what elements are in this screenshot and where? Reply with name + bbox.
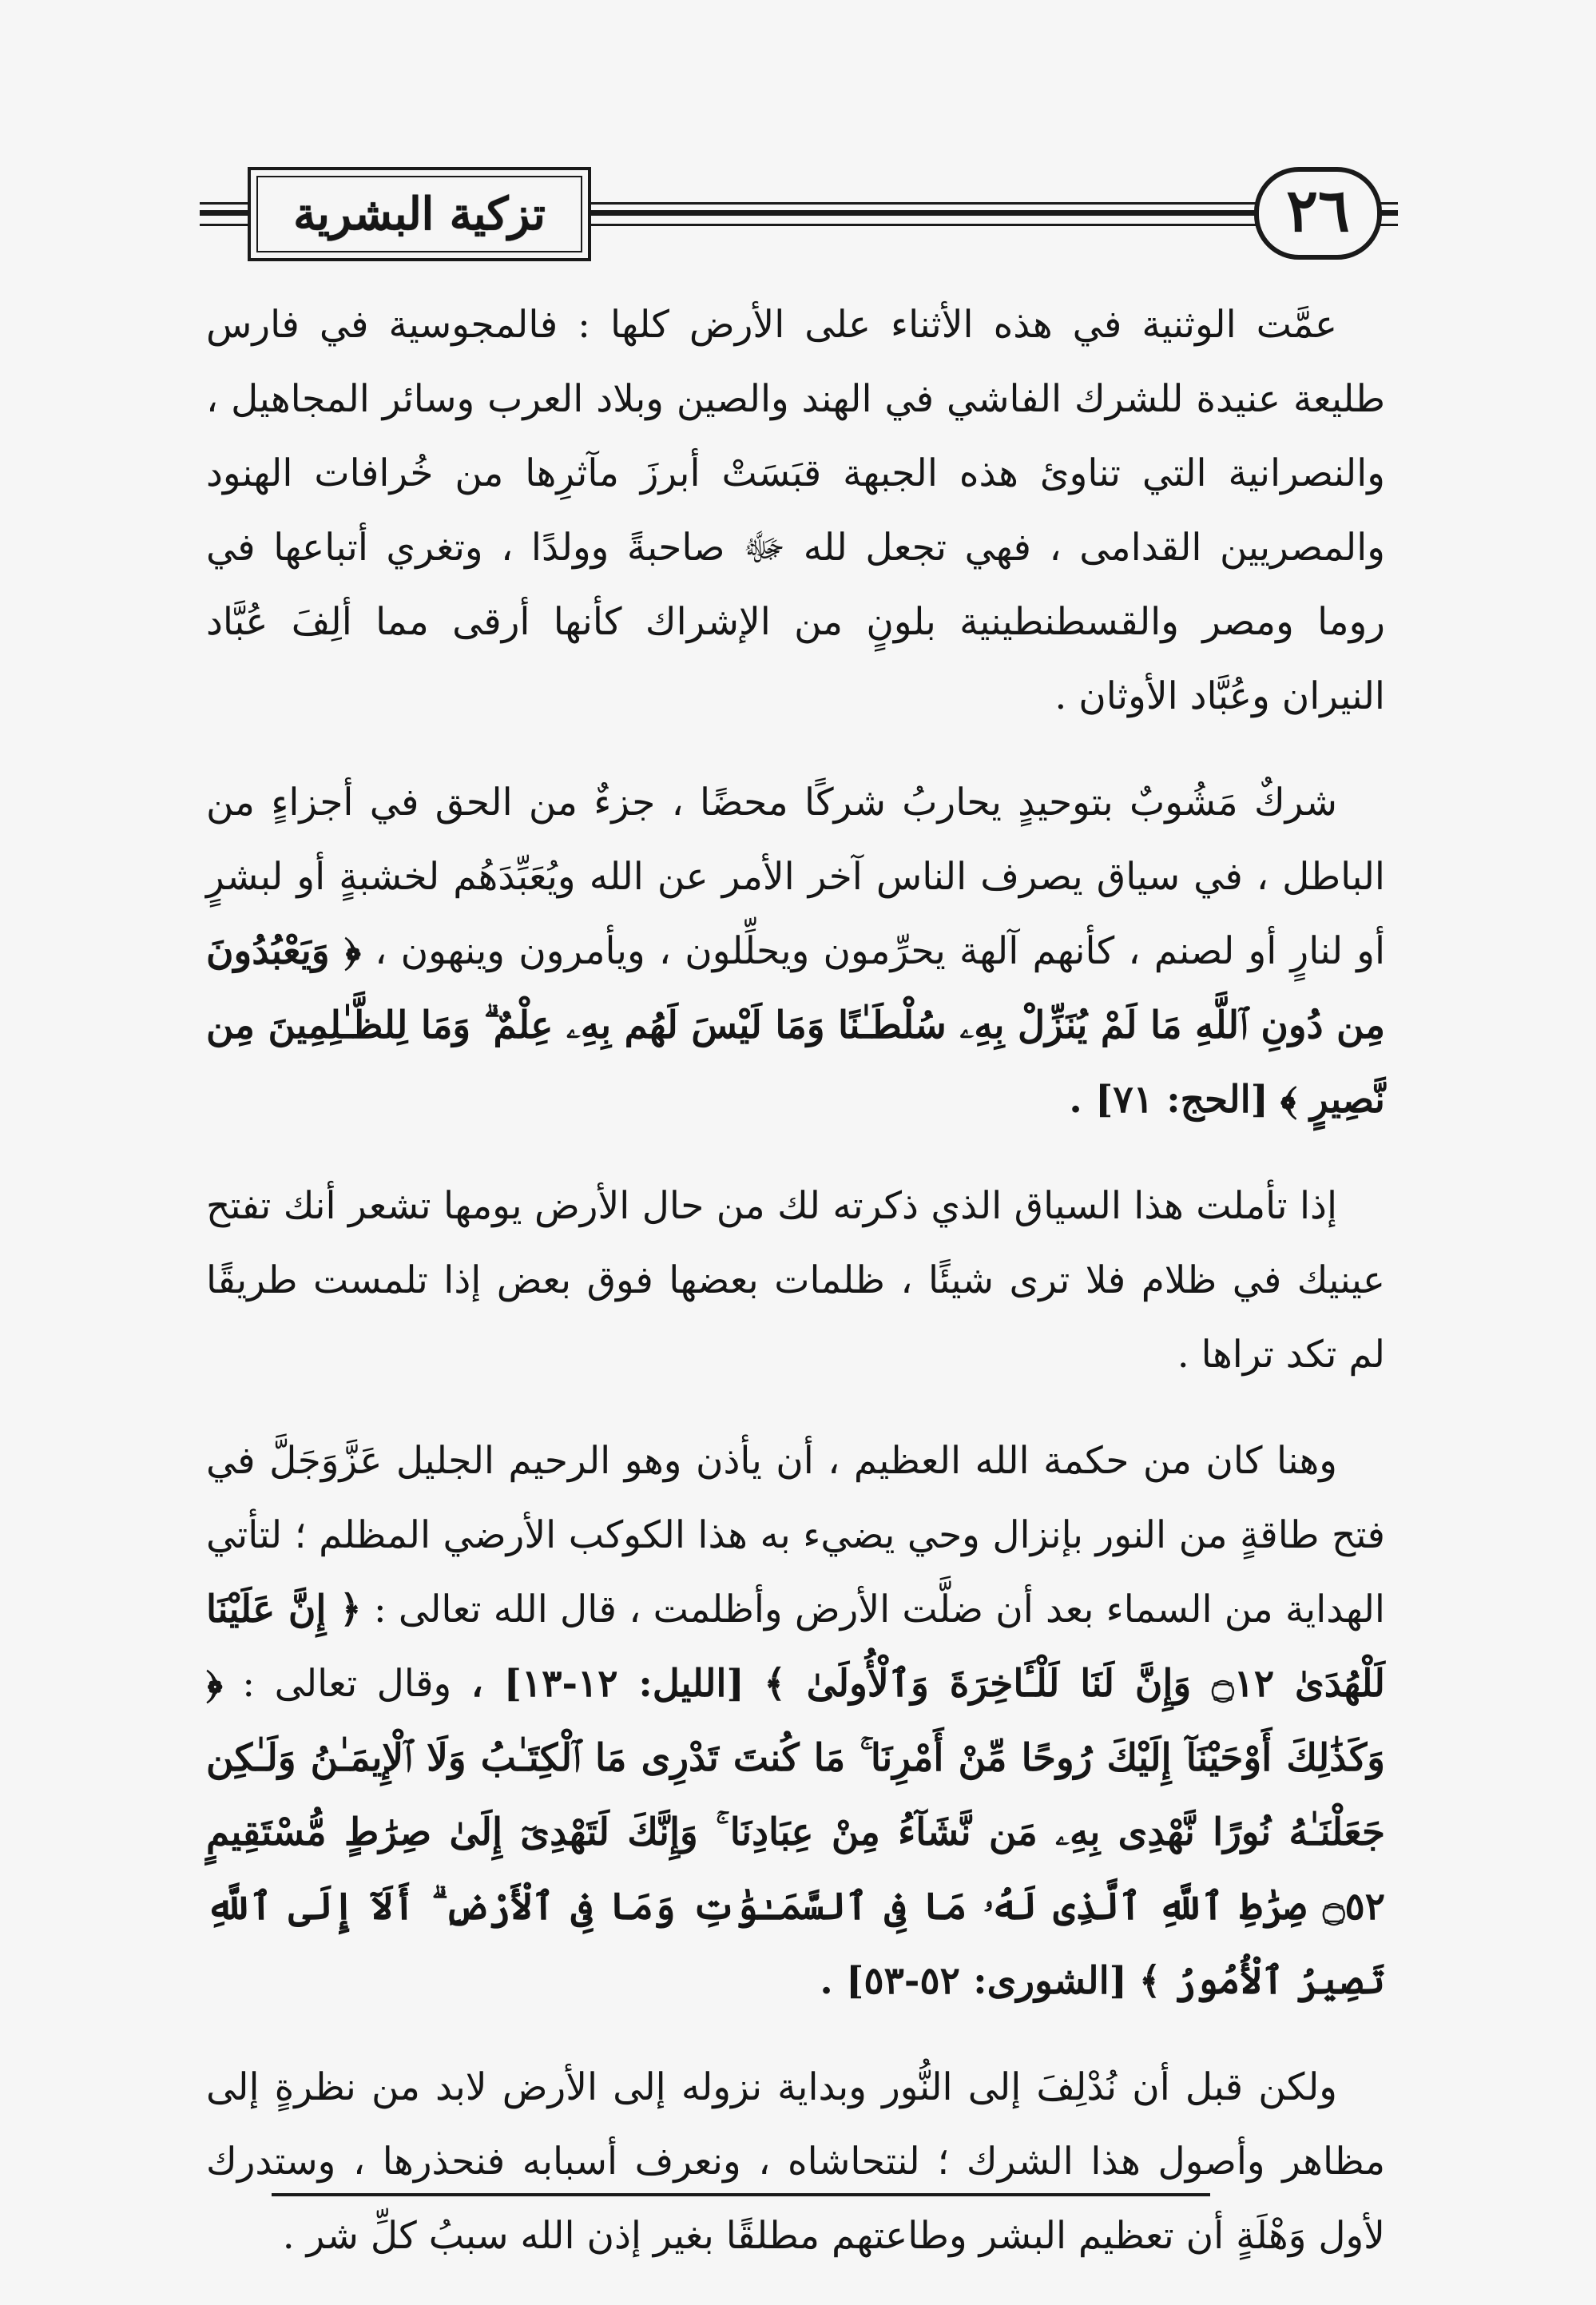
verse-reference: [الليل: ١٢-١٣] ، — [470, 1662, 744, 1706]
quran-verse: ﴿ وَكَذَٰلِكَ أَوْحَيْنَآ إِلَيْكَ رُوحًا مِّنْ أَمْرِنَا ۚ مَا كُنتَ تَدْرِى مَا ٱلْكِتَـٰبُ وَلَا ٱلْإِيمَـٰنُ وَلَـٰكِن جَعَلْنَـٰهُ نُورًا نَّهْدِى بِهِۦ مَن نَّشَآءُ مِنْ عِبَادِنَا ۚ وَإِنَّكَ لَتَهْدِىٓ إِلَىٰ صِرَٰطٍ مُّسْتَقِيمٍ ۝٥٢ صِرَٰطِ ٱللَّهِ ٱلَّذِى لَهُۥ مَا فِى ٱلسَّمَـٰوَٰتِ وَمَا فِى ٱلْأَرْضِ ۗ أَلَآ إِلَى ٱللَّهِ تَصِيرُ ٱلْأُمُورُ ﴾ — [206, 1662, 1385, 2003]
paragraph-text: وقال تعالى : — [242, 1662, 452, 1706]
page-number: ٢٦ — [1254, 167, 1382, 260]
paragraph — [206, 765, 1385, 1137]
paragraph-text: وهنا كان من حكمة الله العظيم ، أن يأذن وهو الرحيم الجليل عَزَّوَجَلَّ في فتح طاقةٍ من النور بإنزال وحي يضيء به هذا الكوكب الأرضي المظلم ؛ لتأتي الهداية من السماء بعد أن ضلَّت الأرض وأظلمت ، قال الله تعالى : — [206, 1439, 1385, 1631]
quran-verse: ﴿ وَيَعْبُدُونَ مِن دُونِ ٱللَّهِ مَا لَمْ يُنَزِّلْ بِهِۦ سُلْطَـٰنًا وَمَا لَيْسَ لَهُم بِهِۦ عِلْمٌ ۗ وَمَا لِلظَّـٰلِمِينَ مِن نَّصِيرٍ ﴾ — [206, 929, 1385, 1122]
paragraph-text: إذا تأملت هذا السياق الذي ذكرته لك من حال الأرض يومها تشعر أنك تفتح عينيك في ظلام فلا ترى شيئًا ، ظلمات بعضها فوق بعض إذا تلمست طريقًا لم تكد تراها . — [206, 1184, 1385, 1377]
verse-reference: [الحج: ٧١] . — [1069, 1078, 1268, 1122]
book-title: تزكية البشرية — [293, 188, 546, 240]
page-body — [206, 288, 1385, 2305]
closing-underline — [272, 2193, 1210, 2196]
paragraph — [206, 1169, 1385, 1392]
book-title-frame — [248, 167, 591, 261]
verse-reference: [الشورى: ٥٢-٥٣] . — [820, 1959, 1127, 2003]
paragraph-text: عمَّت الوثنية في هذه الأثناء على الأرض كلها : فالمجوسية في فارس طليعة عنيدة للشرك الفاشي في الهند والصين وبلاد العرب وسائر المجاهيل ، والنصرانية التي تناوئ هذه الجبهة قبَسَتْ أبرزَ مآثرِها من خُرافات الهنود والمصريين القدامى ، فهي تجعل لله ﷻ صاحبةً وولدًا ، وتغري أتباعها في روما ومصر والقسطنطينية بلونٍ من الإشراك كأنها أرقى مما ألِفَ عُبَّاد النيران وعُبَّاد الأوثان . — [206, 303, 1385, 718]
paragraph — [206, 288, 1385, 733]
paragraph-text: ولكن قبل أن نُدْلِفَ إلى النُّور وبداية نزوله إلى الأرض لابد من نظرةٍ إلى مظاهر وأصول هذا الشرك ؛ لنتحاشاه ، ونعرف أسبابه فنحذرها ، وستدرك لأول وَهْلَةٍ أن تعظيم البشر وطاعتهم مطلقًا بغير إذن الله سببُ كلِّ شر . — [206, 2065, 1385, 2258]
paragraph — [206, 1424, 1385, 2018]
quran-verse: ﴿ إِنَّ عَلَيْنَا لَلْهُدَىٰ ۝١٢ وَإِنَّ لَنَا لَلْـَٔاخِرَةَ وَٱلْأُولَىٰ ﴾ — [206, 1588, 1385, 1706]
page-header — [200, 164, 1398, 276]
paragraph-text: شركٌ مَشُوبٌ بتوحيدٍ يحاربُ شركًا محضًا ، جزءٌ من الحق في أجزاءٍ من الباطل ، في سياق يصرف الناس آخر الأمر عن الله ويُعَبِّدَهُم لخشبةٍ أو لبشرٍ أو لنارٍ أو لصنم ، كأنهم آلهة يحرِّمون ويحلِّلون ، ويأمرون وينهون ، — [206, 781, 1385, 973]
paragraph — [206, 2050, 1385, 2273]
